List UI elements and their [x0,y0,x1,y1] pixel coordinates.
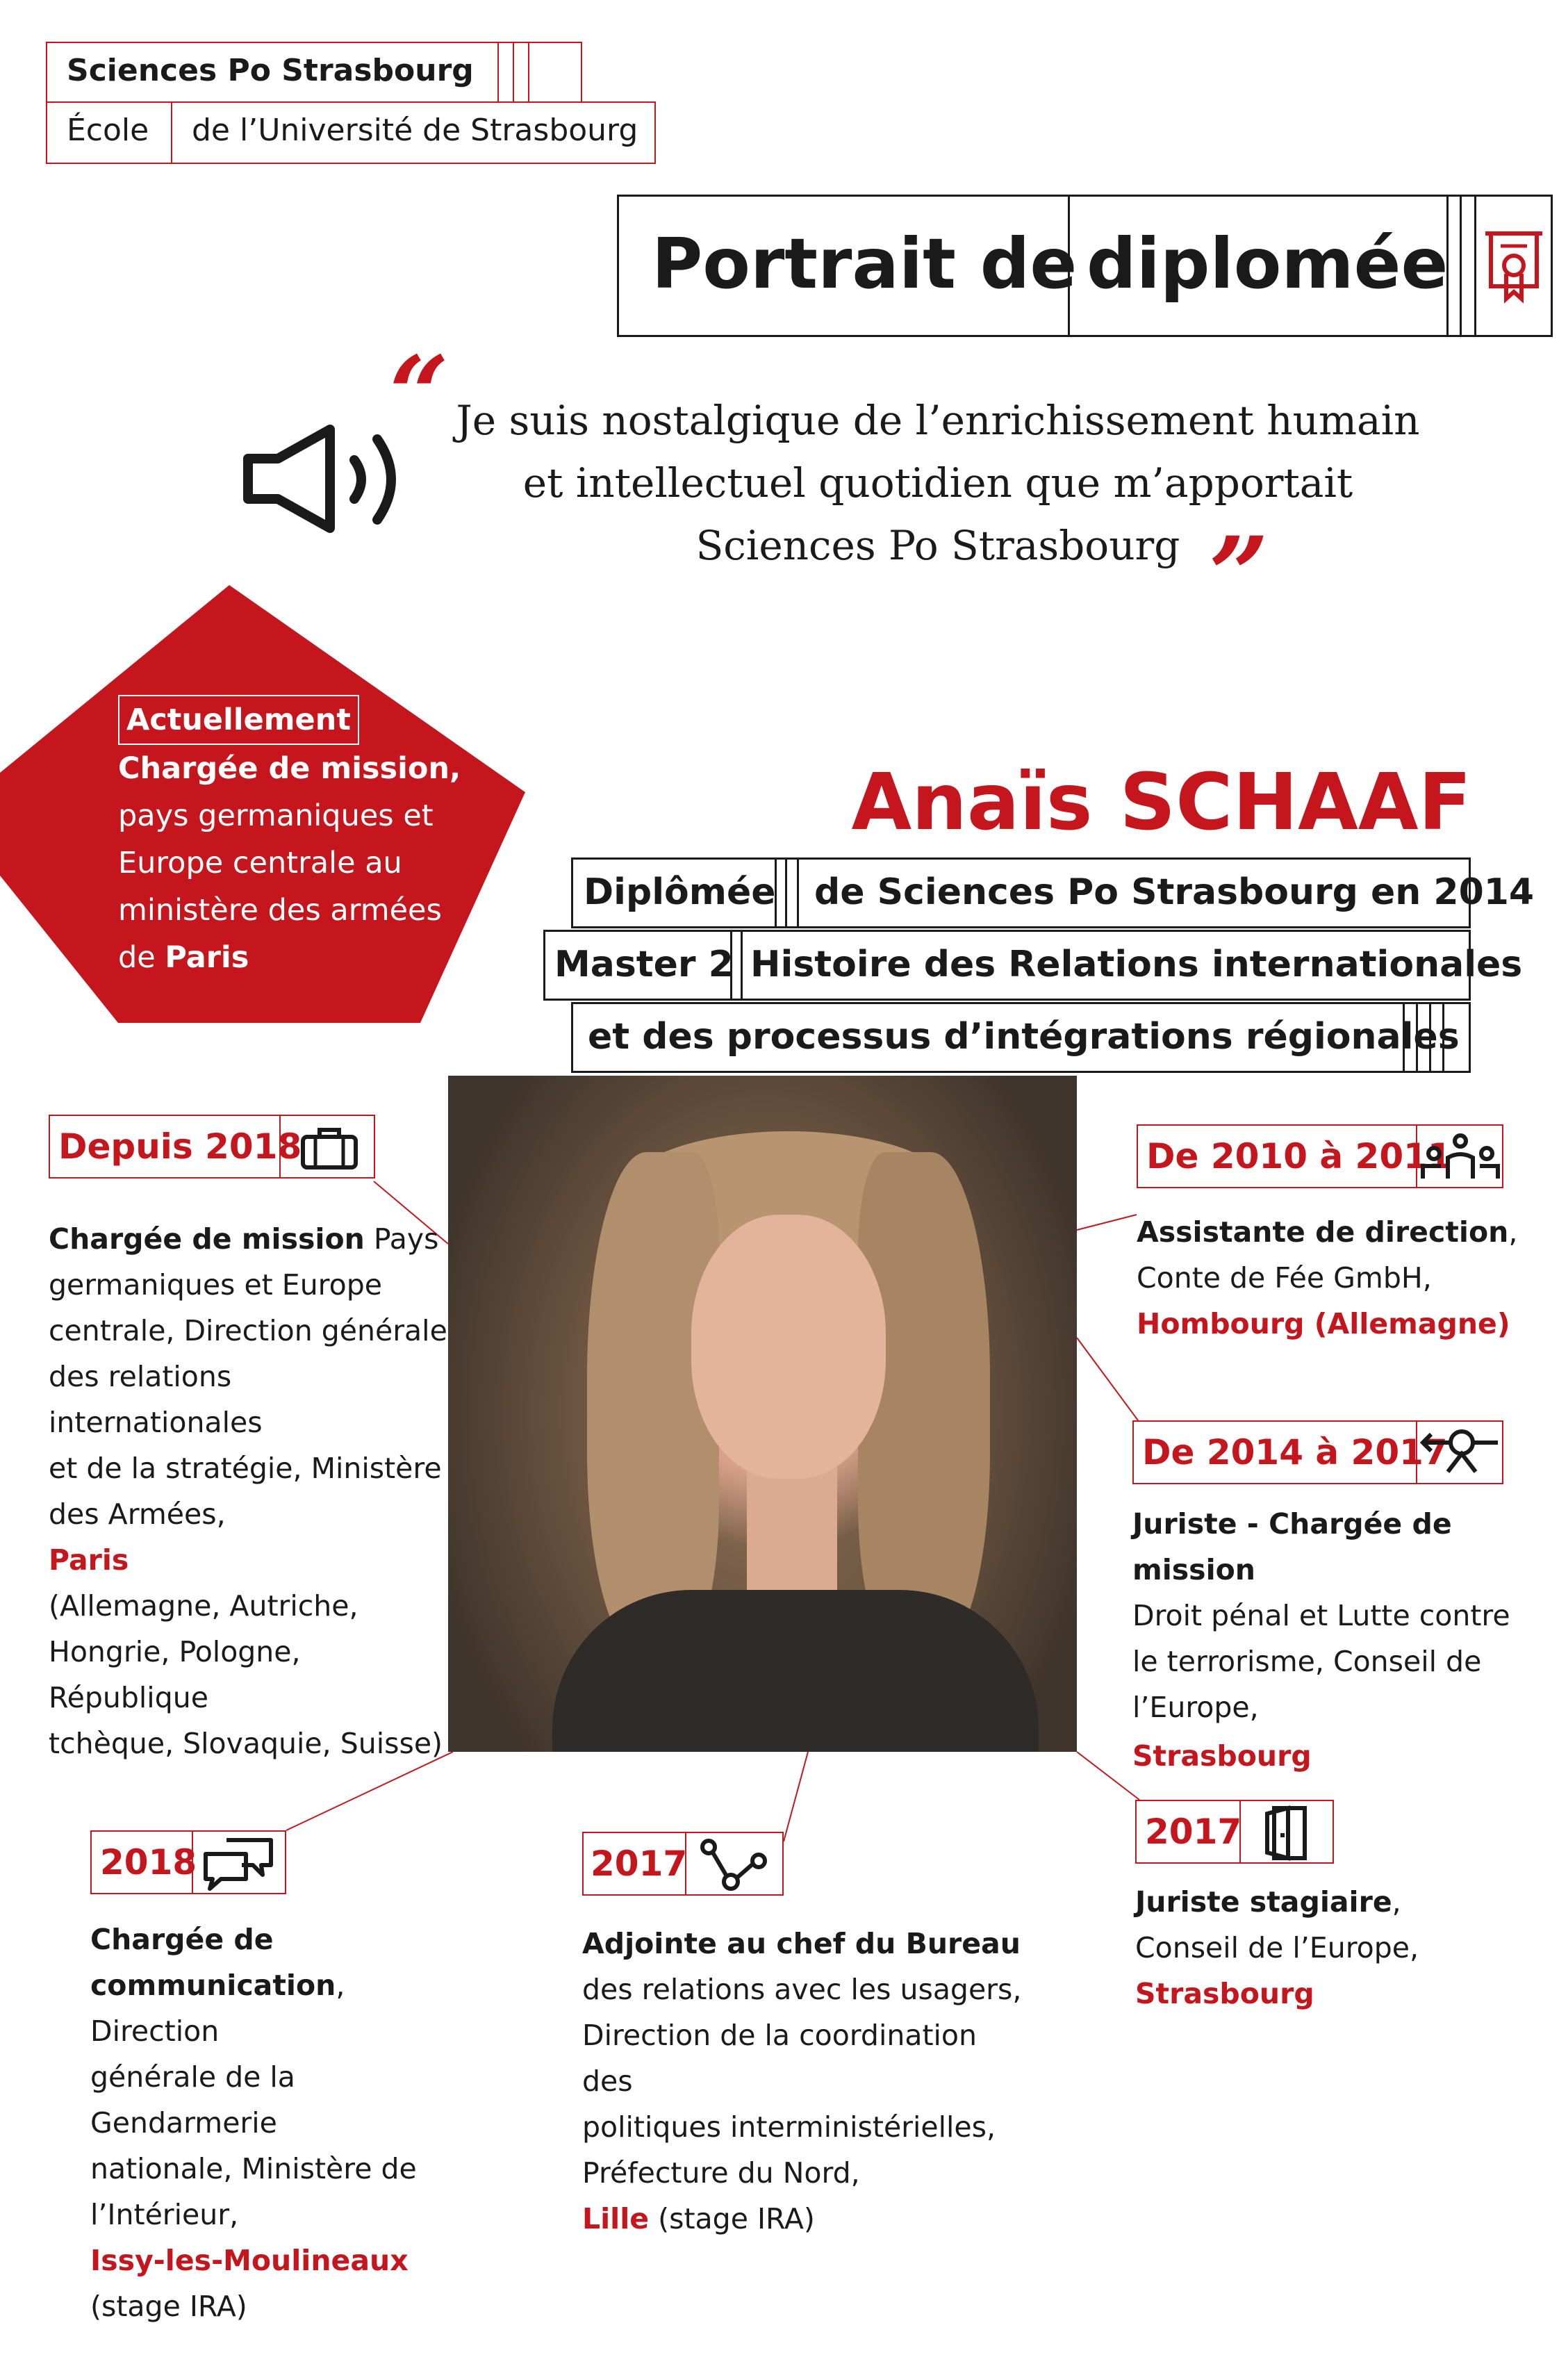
master-line1: Histoire des Relations internationales [750,944,1523,985]
current-line: pays germaniques et [118,798,434,833]
period-label: De 2014 à 2017 [1142,1432,1448,1472]
city: Lille [582,2202,650,2235]
role: Chargée de mission [49,1222,365,1256]
experience-2017-juriste [1135,1879,1524,2017]
text: et de la stratégie, Ministère [49,1452,442,1485]
quote-line: Je suis nostalgique de l’enrichissement humain [456,397,1420,444]
title-word-2: diplomée [1087,223,1449,304]
close-quote-mark: ” [1209,514,1269,637]
current-role: Chargée de mission, [118,751,461,786]
diploma-label: Diplômée [584,871,776,913]
briefcase-icon [300,1127,358,1170]
current-city: Paris [165,940,249,975]
text: le terrorisme, Conseil de [1132,1645,1482,1678]
period-label: 2017 [1145,1812,1242,1852]
text: , [1392,1885,1401,1919]
quote-line: et intellectuel quotidien que m’apportait [522,459,1353,507]
current-line: ministère des armées [118,893,442,928]
diploma-detail: de Sciences Po Strasbourg en 2014 [814,871,1535,913]
role: Juriste stagiaire [1135,1885,1392,1919]
experience-2018-communication [90,1917,479,2329]
text: Droit pénal et Lutte contre [1132,1599,1510,1632]
school-type: École [67,113,149,148]
current-line: Europe centrale au [118,846,402,880]
master-line2: et des processus d’intégrations régionales [588,1016,1460,1058]
text: Conte de Fée GmbH, [1137,1261,1432,1295]
text: Préfecture du Nord, [582,2156,860,2190]
text: , [1508,1215,1518,1249]
door-icon [1264,1805,1309,1861]
experience-since2018 [49,1216,452,1766]
text: générale de la Gendarmerie [90,2060,295,2140]
text: (stage IRA) [90,2290,247,2323]
quote-line: Sciences Po Strasbourg [695,522,1180,569]
master-label: Master 2 [554,944,734,985]
meeting-icon [1420,1133,1501,1181]
role: Assistante de direction [1137,1215,1509,1249]
text: germaniques et Europe [49,1268,382,1302]
role: Adjointe au chef du Bureau [582,1927,1021,1960]
network-icon [699,1837,768,1893]
text: centrale, Direction générale [49,1314,447,1347]
period-label: Depuis 2018 [58,1126,302,1167]
text: l’Europe, [1132,1691,1259,1724]
university-name: de l’Université de Strasbourg [192,113,638,148]
role: Chargée de [90,1923,274,1956]
period-label: 2018 [100,1842,197,1882]
text: Pays [364,1222,439,1256]
text: (Allemagne, Autriche, [49,1589,358,1623]
text: Direction de la coordination des [582,2019,977,2098]
text: des relations avec les usagers, [582,1973,1022,2006]
city: Paris [49,1543,129,1577]
person-icon [1420,1426,1501,1477]
text: tchèque, Slovaquie, Suisse) [49,1727,443,1760]
experience-2010 [1137,1209,1540,1347]
text: (stage IRA) [649,2202,815,2235]
text: des relations internationales [49,1360,263,1439]
school-name: Sciences Po Strasbourg [67,53,474,88]
text: l’Intérieur, [90,2198,239,2231]
chat-icon [203,1836,275,1891]
text: Conseil de l’Europe, [1135,1931,1419,1964]
experience-2014 [1132,1501,1535,1779]
role: Juriste - Chargée de mission [1132,1507,1452,1586]
city: Strasbourg [1135,1977,1314,2010]
experience-2017-adjointe [582,1921,1027,2242]
text: Hongrie, Pologne, République [49,1635,301,1714]
city: Hombourg (Allemagne) [1137,1307,1510,1340]
text: nationale, Ministère de [90,2152,417,2185]
period-label: 2017 [591,1844,688,1884]
graduate-name: Anaïs SCHAAF [851,757,1471,848]
city: Strasbourg [1132,1739,1312,1773]
role: communication [90,1969,336,2002]
text: des Armées, [49,1497,226,1531]
current-tag: Actuellement [118,695,359,745]
title-word-1: Portrait de [652,223,1078,304]
text: politiques interministérielles, [582,2110,996,2144]
current-line: de [118,940,165,975]
city: Issy-les-Moulineaux [90,2244,409,2277]
open-quote-mark: “ [389,334,449,456]
period-label: De 2010 à 2011 [1146,1136,1452,1176]
text: , Direction [90,1969,345,2048]
